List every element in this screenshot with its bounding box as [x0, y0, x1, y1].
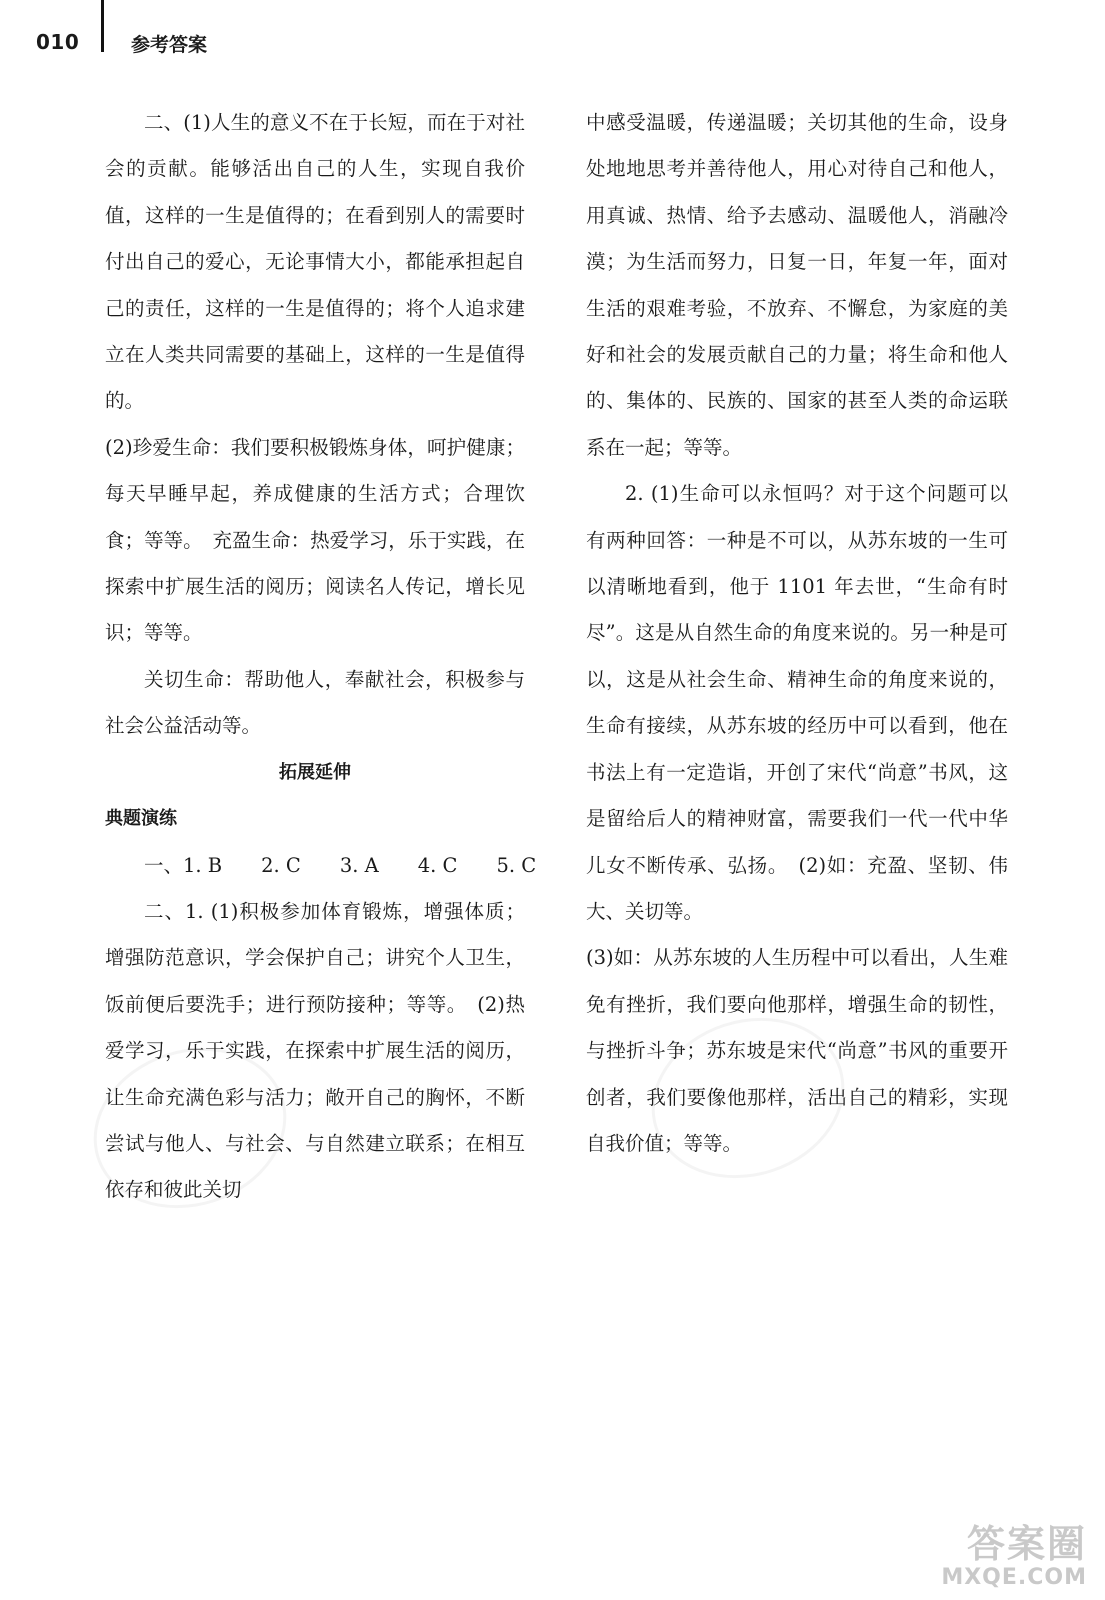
watermark-logo: [937, 1522, 1087, 1592]
right-column: [586, 100, 1008, 1167]
page-number: 010: [36, 30, 80, 54]
section-title: 拓展延伸: [279, 761, 351, 783]
header-title: 参考答案: [131, 34, 208, 56]
answer-paragraph: 中感受温暖，传递温暖；关切其他的生命，设身处地地思考并善待他人，用心对待自己和他人，用真诚、热情、给予去感动、温暖他人，消融冷漠；为生活而努力，日复一日，年复一年，面对生活的艰难考验，不放弃、不懈怠，为家庭的美好和社会的发展贡献自己的力量；将生命和他人的、集体的、民族的、国家的甚至人类的命运联系在一起；等等。: [586, 111, 1008, 459]
answer-paragraph: 二、(1)人生的意义不在于长短，而在于对社会的贡献。能够活出自己的人生，实现自我价值，这样的一生是值得的；在看到别人的需要时付出自己的爱心，无论事情大小，都能承担起自己的责任，这样的一生是值得的；将个人追求建立在人类共同需要的基础上，这样的一生是值得的。: [105, 111, 525, 413]
multiple-choice-answers: 一、1. B 2. C 3. A 4. C 5. C: [144, 853, 537, 877]
page-header: [0, 0, 1105, 70]
logo-text-en: MXQE.COM: [941, 1565, 1087, 1590]
logo-text-cn: 答案圈: [966, 1522, 1087, 1566]
answer-paragraph: 二、1. (1)积极参加体育锻炼，增强体质；增强防范意识，学会保护自己；讲究个人卫生，饭前便后要洗手；进行预防接种；等等。 (2)热爱学习，乐于实践，在探索中扩展生活的阅历，让生命充满色彩与活力；敞开自己的胸怀，不断尝试与他人、与社会、与自然建立联系；在相互依存和彼此关切: [105, 899, 525, 1202]
answer-paragraph: 关切生命：帮助他人，奉献社会，积极参与社会公益活动等。: [105, 667, 525, 738]
answer-paragraph: (3)如：从苏东坡的人生历程中可以看出，人生难免有挫折，我们要向他那样，增强生命的韧性，与挫折斗争；苏东坡是宋代“尚意”书风的重要开创者，我们要像他那样，活出自己的精彩，实现自我价值；等等。: [586, 946, 1008, 1155]
left-column: [105, 100, 537, 1214]
header-divider: [101, 0, 104, 52]
answer-paragraph: 2. (1)生命可以永恒吗？对于这个问题可以有两种回答：一种是不可以，从苏东坡的一生可以清晰地看到，他于 1101 年去世，“生命有时尽”。这是从自然生命的角度来说的。另一种是可以，这是从社会生命、精神生命的角度来说的，生命有接续，从苏东坡的经历中可以看到，他在书法上有一定造诣，开创了宋代“尚意”书风，这是留给后人的精神财富，需要我们一代一代中华儿女不断传承、弘扬。 (2)如：充盈、坚韧、伟大、关切等。: [586, 482, 1008, 923]
answer-paragraph: (2)珍爱生命：我们要积极锻炼身体，呵护健康；每天早睡早起，养成健康的生活方式；合理饮食；等等。 充盈生命：热爱学习，乐于实践，在探索中扩展生活的阅历；阅读名人传记，增长见识；等等。: [105, 435, 525, 645]
sub-title: 典题演练: [105, 808, 177, 830]
